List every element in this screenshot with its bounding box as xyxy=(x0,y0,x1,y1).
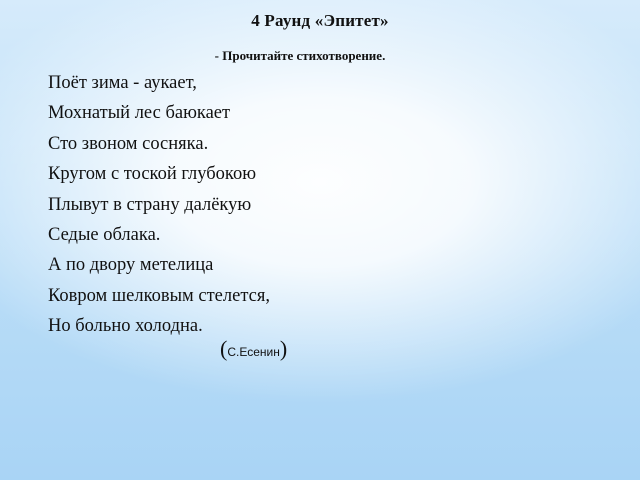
poem xyxy=(48,68,270,342)
slide-title: 4 Раунд «Эпитет» xyxy=(251,11,389,30)
author-open-paren: ( xyxy=(220,336,228,361)
poem-line: Мохнатый лес баюкает xyxy=(48,103,231,124)
author-name: С.Есенин xyxy=(227,345,280,359)
poem-author xyxy=(220,336,287,362)
poem-line: Сто звоном сосняка. xyxy=(48,133,209,154)
poem-line: Ковром шелковым стелется, xyxy=(48,285,270,306)
instruction-text: - Прочитайте стихотворение. xyxy=(214,48,386,63)
poem-line: Но больно холодна. xyxy=(48,316,203,337)
poem-line: Плывут в страну далёкую xyxy=(48,194,252,215)
poem-line: Поёт зима - аукает, xyxy=(48,73,197,93)
poem-line: Кругом с тоской глубокою xyxy=(48,164,257,185)
poem-line: А по двору метелица xyxy=(48,255,214,276)
poem-line: Седые облака. xyxy=(48,224,161,245)
author-close-paren: ) xyxy=(279,336,288,361)
